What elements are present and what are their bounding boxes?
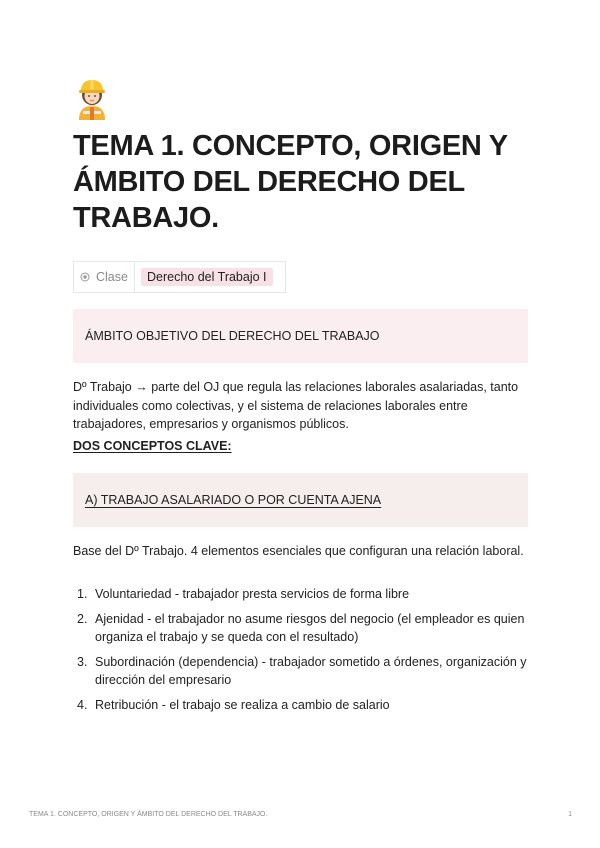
callout-objective-scope <box>73 309 528 363</box>
list-item <box>73 585 533 604</box>
definition-paragraph: Dº Trabajo → parte del OJ que regula las relaciones laborales asalariadas, tanto individuales como colectivas, y el sistema de relaciones laborales entre trabajadores, empresarios y organismos públicos. <box>73 380 519 431</box>
list-text: Voluntariedad - trabajador presta servicios de forma libre <box>95 587 410 601</box>
elements-intro-paragraph: Base del Dº Trabajo. 4 elementos esenciales que configuran una relación laboral. <box>73 544 524 558</box>
list-number: 1. <box>77 587 88 601</box>
property-value[interactable] <box>135 268 273 286</box>
key-concepts-heading: DOS CONCEPTOS CLAVE: <box>73 439 232 453</box>
page-footer <box>29 811 572 818</box>
callout-text: ÁMBITO OBJETIVO DEL DERECHO DEL TRABAJO <box>85 329 380 343</box>
construction-worker-icon <box>74 78 110 120</box>
elements-list <box>73 585 533 720</box>
list-number: 3. <box>77 654 88 669</box>
footer-title: TEMA 1. CONCEPTO, ORIGEN Y ÁMBITO DEL DERECHO DEL TRABAJO. <box>29 811 268 818</box>
target-icon <box>80 272 90 282</box>
property-name <box>74 262 135 292</box>
list-item <box>73 653 533 690</box>
class-tag[interactable]: Derecho del Trabajo I <box>141 268 273 286</box>
list-number: 2. <box>77 611 88 626</box>
page-title: TEMA 1. CONCEPTO, ORIGEN Y ÁMBITO DEL DERECHO DEL TRABAJO. <box>73 130 508 234</box>
property-row[interactable] <box>73 261 286 293</box>
page-number: 1 <box>568 811 572 818</box>
callout-salaried-work <box>73 473 528 527</box>
list-item <box>73 610 533 647</box>
property-name-label: Clase <box>96 270 128 284</box>
list-item <box>73 696 533 715</box>
callout-text: A) TRABAJO ASALARIADO O POR CUENTA AJENA <box>85 493 382 507</box>
list-number: 4. <box>77 697 88 712</box>
list-text: Subordinación (dependencia) - trabajador sometido a órdenes, organización y dirección del empresario <box>95 654 527 687</box>
list-text: Ajenidad - el trabajador no asume riesgos del negocio (el empleador es quien organiza el trabajo y se queda con el resultado) <box>95 611 525 644</box>
list-text: Retribución - el trabajo se realiza a cambio de salario <box>95 697 390 712</box>
